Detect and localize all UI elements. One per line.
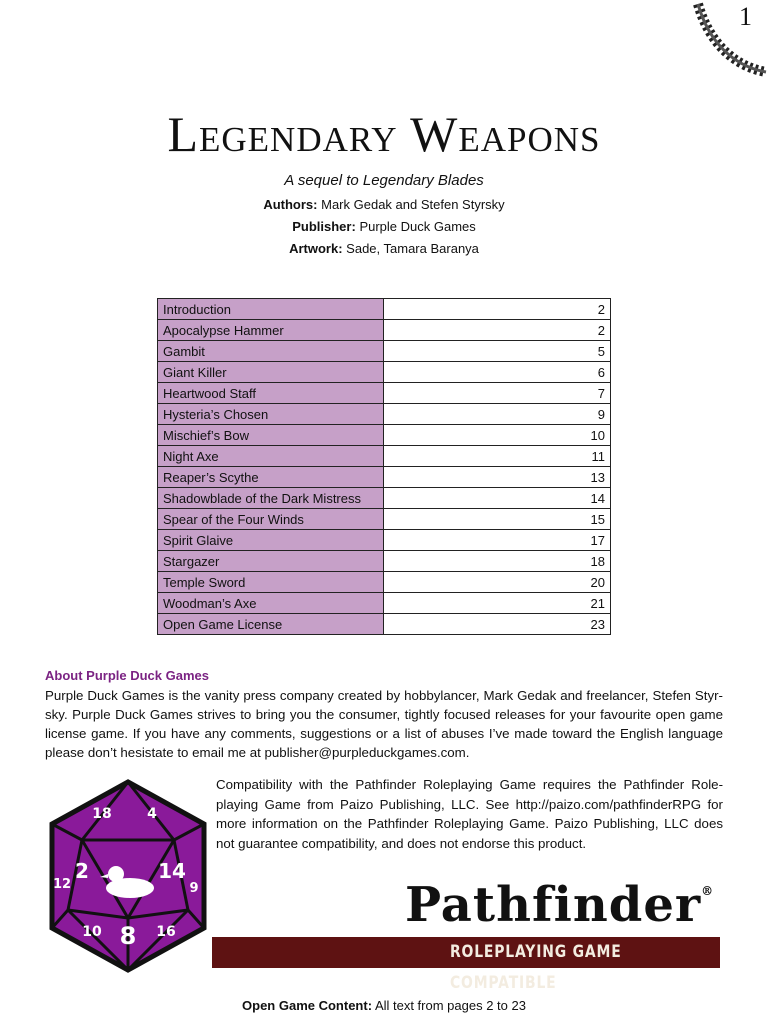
artwork: Sade, Tamara Baranya <box>346 241 479 256</box>
die-number: 16 <box>156 924 176 940</box>
toc-row <box>158 362 611 383</box>
open-game-content-line <box>0 998 768 1013</box>
toc-row <box>158 425 611 446</box>
artwork-label: Artwork: <box>289 241 343 256</box>
toc-entry-title: Hysteria’s Chosen <box>158 404 384 425</box>
about-body: Purple Duck Games is the vanity press company created by hobbylancer, Mark Gedak and freelancer, Stefen Styr-sky. Purple Duck Games strives to bring you the consumer, tightly focused releases for your favourite open game license game. If you have any comments, suggestions or a list of abuses I’ve made toward the English language please don’t hesistate to email me at publisher@purpleduckgames.com. <box>45 688 723 760</box>
pathfinder-logo <box>405 872 725 938</box>
die-number: 12 <box>52 877 72 892</box>
document-title: Legendary Weapons <box>167 106 601 162</box>
toc-row <box>158 488 611 509</box>
chain-ornament-icon <box>688 0 768 80</box>
toc-entry-page: 11 <box>384 446 611 467</box>
toc-entry-page: 2 <box>384 320 611 341</box>
compatibility-notice: Compatibility with the Pathfinder Roleplaying Game requires the Pathfinder Role-playing Game from Paizo Publishing, LLC. See http://paizo.com/pathfinderRPG for more information on the Pathfinder Roleplaying Game. Paizo Publishing, LLC does not guarantee compatibility, and does not endorse this product. <box>216 777 723 851</box>
toc-row <box>158 551 611 572</box>
toc-entry-page: 5 <box>384 341 611 362</box>
authors-label: Authors: <box>263 197 318 212</box>
toc-entry-page: 9 <box>384 404 611 425</box>
toc-row <box>158 467 611 488</box>
toc-entry-page: 23 <box>384 614 611 635</box>
toc-entry-title: Introduction <box>158 299 384 320</box>
publisher-line <box>0 219 768 234</box>
pathfinder-logo-word: Pathfinder <box>405 877 702 933</box>
d20-die-icon <box>46 778 210 974</box>
toc-row <box>158 509 611 530</box>
toc-entry-title: Shadowblade of the Dark Mistress <box>158 488 384 509</box>
toc-entry-title: Stargazer <box>158 551 384 572</box>
die-number: 9 <box>189 881 199 896</box>
toc-entry-title: Night Axe <box>158 446 384 467</box>
registered-mark: ® <box>701 884 715 898</box>
die-number: 8 <box>119 922 137 950</box>
page-number: 1 <box>739 2 752 31</box>
artwork-line <box>0 241 768 256</box>
toc-entry-title: Gambit <box>158 341 384 362</box>
die-number: 10 <box>82 924 102 940</box>
die-number: 4 <box>147 806 157 822</box>
toc-row <box>158 572 611 593</box>
toc-entry-page: 13 <box>384 467 611 488</box>
die-number: 18 <box>92 806 112 822</box>
toc-row <box>158 446 611 467</box>
authors: Mark Gedak and Stefen Styrsky <box>321 197 505 212</box>
toc-row <box>158 404 611 425</box>
toc-entry-page: 2 <box>384 299 611 320</box>
toc-entry-page: 6 <box>384 362 611 383</box>
die-number: 14 <box>158 859 186 883</box>
compatible-banner-text: ROLEPLAYING GAME COMPATIBLE <box>450 942 622 993</box>
toc-row <box>158 530 611 551</box>
toc-row <box>158 614 611 635</box>
subtitle: A sequel to Legendary Blades <box>284 172 484 189</box>
toc-entry-page: 15 <box>384 509 611 530</box>
toc-row <box>158 383 611 404</box>
toc-row <box>158 593 611 614</box>
publisher: Purple Duck Games <box>359 219 476 234</box>
toc-entry-page: 21 <box>384 593 611 614</box>
ogc-text: All text from pages 2 to 23 <box>374 998 526 1013</box>
toc-entry-title: Open Game License <box>158 614 384 635</box>
toc-entry-title: Spear of the Four Winds <box>158 509 384 530</box>
toc-row <box>158 299 611 320</box>
toc-entry-title: Spirit Glaive <box>158 530 384 551</box>
table-of-contents <box>157 298 611 635</box>
toc-entry-page: 17 <box>384 530 611 551</box>
ogc-label: Open Game Content: <box>242 998 373 1013</box>
about-heading: About Purple Duck Games <box>45 668 209 683</box>
toc-row <box>158 341 611 362</box>
toc-entry-page: 14 <box>384 488 611 509</box>
toc-entry-page: 7 <box>384 383 611 404</box>
die-number: 2 <box>75 859 89 883</box>
toc-entry-page: 10 <box>384 425 611 446</box>
toc-entry-title: Reaper’s Scythe <box>158 467 384 488</box>
toc-entry-page: 18 <box>384 551 611 572</box>
toc-entry-title: Giant Killer <box>158 362 384 383</box>
authors-line <box>0 197 768 212</box>
toc-entry-title: Apocalypse Hammer <box>158 320 384 341</box>
toc-entry-title: Heartwood Staff <box>158 383 384 404</box>
toc-entry-title: Mischief’s Bow <box>158 425 384 446</box>
toc-entry-page: 20 <box>384 572 611 593</box>
toc-row <box>158 320 611 341</box>
toc-entry-title: Woodman’s Axe <box>158 593 384 614</box>
toc-entry-title: Temple Sword <box>158 572 384 593</box>
publisher-label: Publisher: <box>292 219 356 234</box>
